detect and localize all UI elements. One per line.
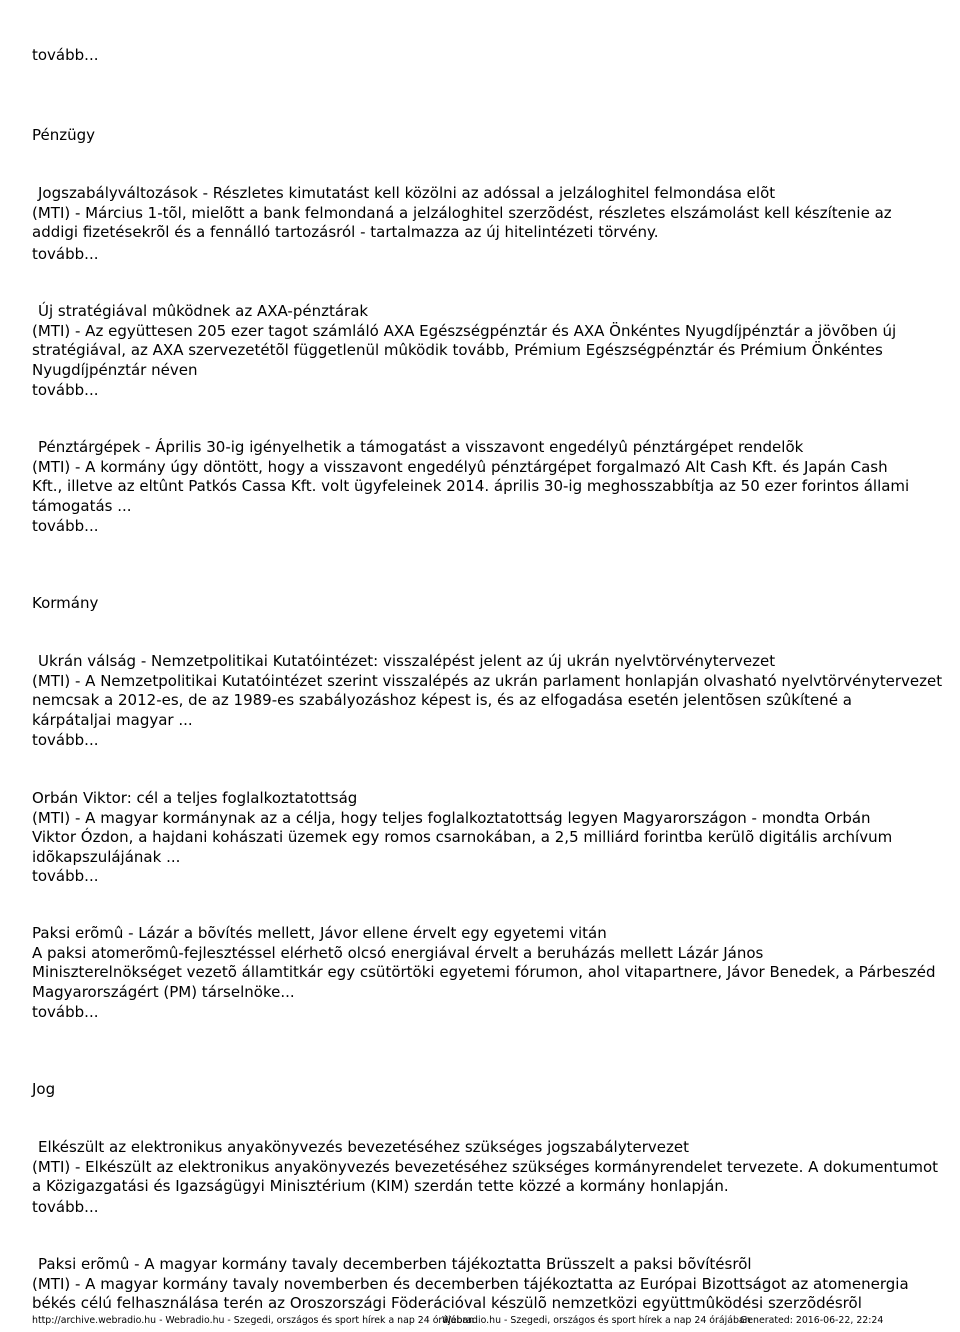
article-line: idõkapszulájának ... [32,847,181,866]
article-line: (MTI) - A magyar kormány tavaly novemberben és decemberben tájékoztatta az Európai Bizottságot az atomenergia [32,1274,909,1293]
more-link[interactable]: tovább... [32,1003,99,1021]
article-body [32,943,936,1003]
article [32,1138,939,1197]
more-link[interactable]: tovább... [32,245,99,263]
article [32,184,932,243]
article-title: Jogszabályváltozások - Részletes kimutatást kell közölni az adóssal a jelzáloghitel felmondása elõt [38,184,776,202]
article-line: A paksi atomerõmû-fejlesztéssel elérhetõ olcsó energiával érvelt a beruházás mellett Lázár János [32,943,764,962]
article-body [32,671,943,731]
article [32,438,932,516]
footer-site-name: Webradio.hu - Szegedi, országos és sport hírek a nap 24 órájában [442,1315,751,1326]
article-line: kárpátaljai magyar ... [32,710,193,729]
article-body [32,809,932,868]
section-heading-penzugy: Pénzügy [32,126,96,144]
article-body [32,458,932,517]
more-link[interactable]: tovább... [32,46,99,64]
article-line: (MTI) - Március 1-tõl, mielõtt a bank felmondaná a jelzáloghitel szerzõdést, részletes elszámolást kell készítenie az [32,203,892,222]
article-line: Kft., illetve az eltûnt Patkós Cassa Kft. volt ügyfeleinek 2014. április 30-ig meghosszabbítja az 50 ezer forintos állami [32,477,910,495]
article-line: Magyarországért (PM) társelnöke... [32,982,295,1001]
footer-source-url: http://archive.webradio.hu - Webradio.hu - Szegedi, országos és sport hírek a nap 24 órájában [32,1315,475,1326]
article-body [32,1157,939,1197]
footer-generated-date: Generated: 2016-06-22, 22:24 [740,1315,884,1326]
article-body [32,1275,932,1314]
article-line: (MTI) - A kormány úgy döntött, hogy a visszavont engedélyû pénztárgépet forgalmazó Alt Cash Kft. és Japán Cash [32,457,888,476]
article-line: Viktor Ózdon, a hajdani kohászati üzemek egy romos csarnokában, a 2,5 milliárd forintba kerülõ digitális archívum [32,828,893,846]
article-line: Nyugdíjpénztár néven [32,360,198,379]
article-title: Új stratégiával mûködnek az AXA-pénztárak [38,302,369,320]
article [32,789,932,867]
article-line: a Közigazgatási és Igazságügyi Minisztérium (KIM) szerdán tette közzé a kormány honlapján. [32,1177,729,1195]
article-title: Paksi erõmû - Lázár a bõvítés mellett, Jávor ellene érvelt egy egyetemi vitán [32,924,607,942]
article [32,302,932,380]
article-line: (MTI) - Elkészült az elektronikus anyakönyvezés bevezetéséhez szükséges kormányrendelet tervezete. A dokumentumot [32,1157,939,1176]
more-link[interactable]: tovább... [32,867,99,885]
article-line: (MTI) - A Nemzetpolitikai Kutatóintézet szerint visszalépés az ukrán parlament honlapján olvasható nyelvtörvénytervezet [32,671,943,690]
article-title: Pénztárgépek - Április 30-ig igényelhetik a támogatást a visszavont engedélyû pénztárgépet rendelõk [38,438,804,456]
article-line: (MTI) - Az együttesen 205 ezer tagot számláló AXA Egészségpénztár és AXA Önkéntes Nyugdíjpénztár a jövõben új [32,321,897,340]
article [32,924,936,1002]
section-heading-jog: Jog [32,1080,56,1098]
article-title: Elkészült az elektronikus anyakönyvezés bevezetéséhez szükséges jogszabálytervezet [38,1138,689,1156]
article-title: Paksi erõmû - A magyar kormány tavaly decemberben tájékoztatta Brüsszelt a paksi bõvítésrõl [38,1255,752,1273]
article-body [32,322,932,381]
section-heading-kormany: Kormány [32,594,99,612]
article [32,1255,932,1314]
article-line: stratégiával, az AXA szervezetétõl függetlenül mûködik tovább, Prémium Egészségpénztár és Prémium Önkéntes [32,341,883,359]
article-line: támogatás ... [32,496,132,515]
article-line: addigi fizetésekrõl és a fennálló tartozásról - tartalmazza az új hitelintézeti törvény. [32,223,659,241]
article-title: Ukrán válság - Nemzetpolitikai Kutatóintézet: visszalépést jelent az új ukrán nyelvtörvénytervezet [38,652,776,670]
article-title: Orbán Viktor: cél a teljes foglalkoztatottság [32,789,358,807]
article [32,652,943,730]
article-body [32,204,932,243]
more-link[interactable]: tovább... [32,517,99,535]
article-line: békés célú felhasználása terén az Oroszországi Föderációval készülõ nemzetközi együttmûködési szerzõdésrõl [32,1294,862,1312]
article-line: Miniszterelnökséget vezetõ államtitkár egy csütörtöki egyetemi fórumon, ahol vitapartnere, Jávor Benedek, a Párbeszéd [32,963,936,981]
article-line: nemcsak a 2012-es, de az 1989-es szabályozáshoz képest is, és az elfogadása esetén jelentõsen szûkítené a [32,691,852,709]
article-line: (MTI) - A magyar kormánynak az a célja, hogy teljes foglalkoztatottság legyen Magyarországon - mondta Orbán [32,808,871,827]
more-link[interactable]: tovább... [32,731,99,749]
more-link[interactable]: tovább... [32,381,99,399]
more-link[interactable]: tovább... [32,1198,99,1216]
